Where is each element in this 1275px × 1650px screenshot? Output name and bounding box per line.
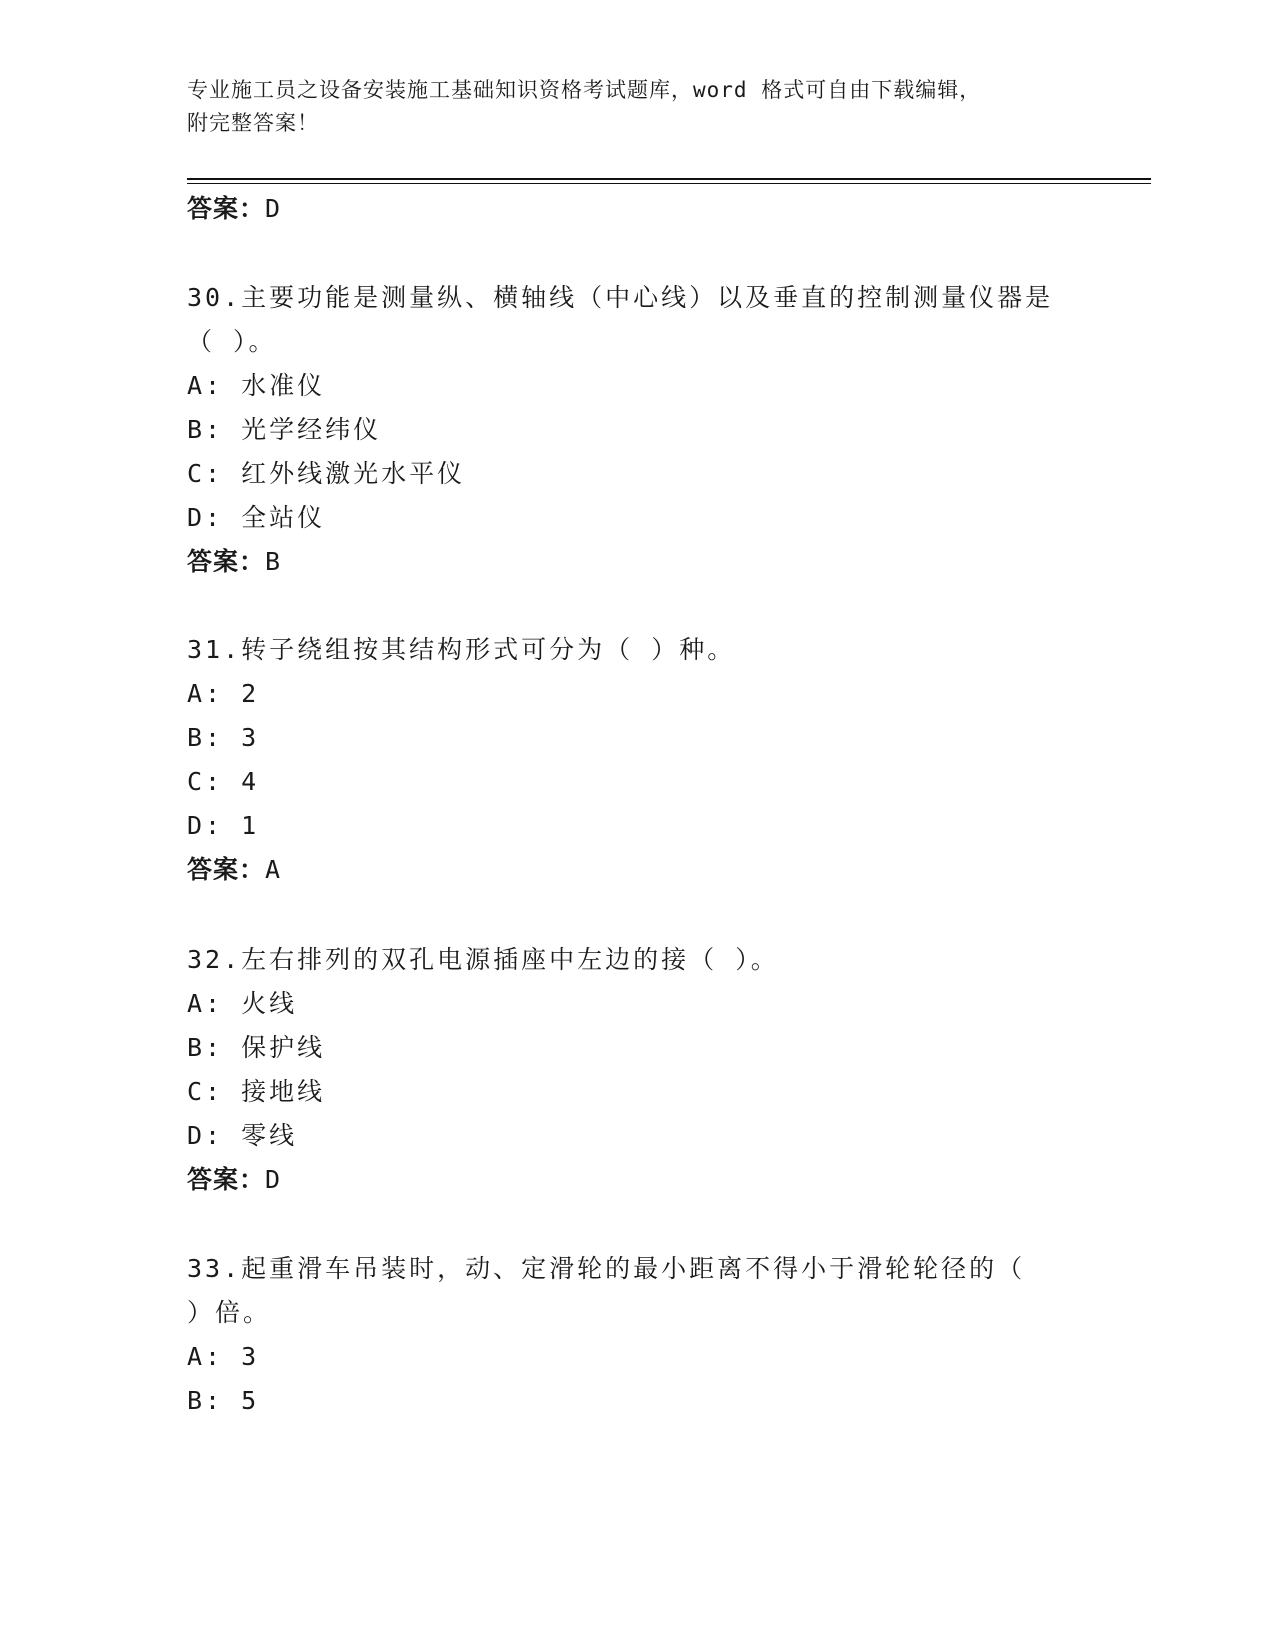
question-32-answer xyxy=(187,1164,281,1196)
question-32-stem: 32.左右排列的双孔电源插座中左边的接（ ）。 xyxy=(187,945,779,974)
question-33-option-b: B: 5 xyxy=(187,1386,260,1415)
question-30-option-b: B: 光学经纬仪 xyxy=(187,415,382,444)
header-line-1: 专业施工员之设备安装施工基础知识资格考试题库，word 格式可自由下载编辑， xyxy=(187,78,982,102)
header-line-2: 附完整答案！ xyxy=(187,111,319,135)
question-31-option-b: B: 3 xyxy=(187,723,260,752)
answer-value: D xyxy=(265,1165,282,1194)
question-32-option-b: B: 保护线 xyxy=(187,1033,326,1062)
answer-value: A xyxy=(265,855,282,884)
question-30-option-c: C: 红外线激光水平仪 xyxy=(187,459,466,488)
answer-label: 答案： xyxy=(187,194,266,223)
question-31-option-a: A: 2 xyxy=(187,679,260,708)
question-32-option-c: C: 接地线 xyxy=(187,1077,326,1106)
question-32-option-a: A: 火线 xyxy=(187,989,298,1018)
question-30-answer xyxy=(187,546,281,578)
header-divider-thin xyxy=(187,183,1151,184)
question-31-answer xyxy=(187,854,281,886)
question-33-stem-line-1: 33.起重滑车吊装时，动、定滑轮的最小距离不得小于滑轮轮径的（ xyxy=(187,1254,1026,1283)
answer-label: 答案： xyxy=(187,547,266,576)
question-31-option-c: C: 4 xyxy=(187,767,260,796)
answer-value: D xyxy=(265,194,282,223)
question-30-stem-line-1: 30.主要功能是测量纵、横轴线（中心线）以及垂直的控制测量仪器是 xyxy=(187,283,1054,312)
document-header xyxy=(187,74,1087,140)
question-33-option-a: A: 3 xyxy=(187,1342,260,1371)
question-30-stem-line-2: （ ）。 xyxy=(187,327,277,356)
question-31-stem: 31.转子绕组按其结构形式可分为（ ）种。 xyxy=(187,635,736,664)
question-30-option-a: A: 水准仪 xyxy=(187,371,326,400)
answer-label: 答案： xyxy=(187,855,266,884)
answer-label: 答案： xyxy=(187,1165,266,1194)
answer-line-prev xyxy=(187,193,281,225)
question-32-option-d: D: 零线 xyxy=(187,1121,298,1150)
question-33-stem-line-2: ）倍。 xyxy=(187,1298,272,1327)
question-31-option-d: D: 1 xyxy=(187,811,260,840)
question-30-option-d: D: 全站仪 xyxy=(187,503,326,532)
header-divider-thick xyxy=(187,178,1151,180)
answer-value: B xyxy=(265,547,282,576)
